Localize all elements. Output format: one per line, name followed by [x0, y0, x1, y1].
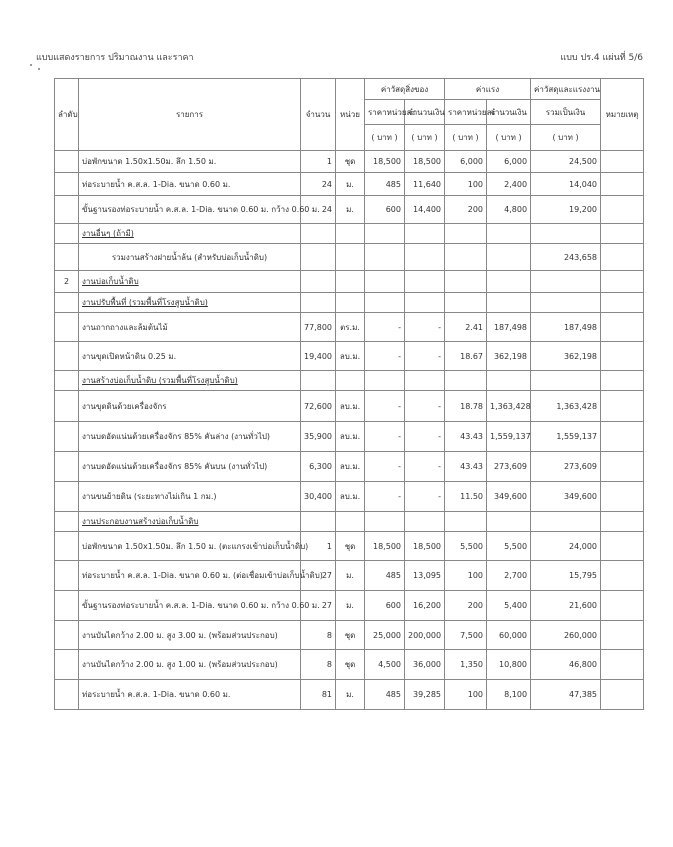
cell-mp: - — [365, 422, 405, 452]
table-row — [55, 293, 644, 313]
cell-mp — [365, 371, 405, 391]
cell-remark — [601, 650, 644, 680]
col-material-amount: จำนวนเงิน — [405, 100, 445, 125]
cell-remark — [601, 422, 644, 452]
cell-ma: 200,000 — [405, 621, 445, 650]
bill-of-quantities-table — [54, 78, 644, 710]
cell-no — [55, 532, 79, 561]
table-row — [55, 452, 644, 482]
cell-qty: 8 — [301, 621, 336, 650]
cell-remark — [601, 452, 644, 482]
cell-item: ท่อระบายน้ำ ค.ส.ล. 1-Dia. ขนาด 0.60 ม. (ต่อเชื่อมเข้าบ่อเก็บน้ำดิบ) — [79, 561, 301, 591]
table-row — [55, 591, 644, 621]
cell-item: งานบันไดกว้าง 2.00 ม. สูง 3.00 ม. (พร้อมส่วนประกอบ) — [79, 621, 301, 650]
cell-total — [531, 271, 601, 293]
table-row — [55, 621, 644, 650]
cell-item: งานประกอบงานสร้างบ่อเก็บน้ำดิบ — [79, 512, 301, 532]
cell-item: งานบ่อเก็บน้ำดิบ — [79, 271, 301, 293]
cell-la: 1,559,137 — [487, 422, 531, 452]
cell-la: 10,800 — [487, 650, 531, 680]
cell-mp: 600 — [365, 196, 405, 224]
cell-no — [55, 591, 79, 621]
cell-item: รวมงานสร้างฝายน้ำล้น (สำหรับบ่อเก็บน้ำดิบ) — [79, 244, 301, 271]
cell-lp: 6,000 — [445, 151, 487, 173]
cell-lp: 11.50 — [445, 482, 487, 512]
cell-item: งานขุดดินด้วยเครื่องจักร — [79, 391, 301, 422]
cell-ma: 11,640 — [405, 173, 445, 196]
form-sheet-number: แบบ ปร.4 แผ่นที่ 5/6 — [560, 53, 643, 63]
cell-lp: 100 — [445, 173, 487, 196]
cell-total: 24,000 — [531, 532, 601, 561]
cell-ma: 13,095 — [405, 561, 445, 591]
cell-unit: ลบ.ม. — [336, 391, 365, 422]
cell-mp: - — [365, 391, 405, 422]
cell-total: 19,200 — [531, 196, 601, 224]
cell-total: 14,040 — [531, 173, 601, 196]
cell-no — [55, 561, 79, 591]
cell-unit: ตร.ม. — [336, 313, 365, 342]
cell-ma: - — [405, 313, 445, 342]
table-row — [55, 482, 644, 512]
col-total-group: ค่าวัสดุและแรงงาน — [531, 79, 601, 100]
cell-la — [487, 293, 531, 313]
cell-mp: 25,000 — [365, 621, 405, 650]
col-currency: ( บาท ) — [365, 125, 405, 151]
cell-total: 243,658 — [531, 244, 601, 271]
cell-ma — [405, 271, 445, 293]
cell-mp — [365, 244, 405, 271]
cell-total: 349,600 — [531, 482, 601, 512]
table-row — [55, 151, 644, 173]
cell-unit — [336, 271, 365, 293]
cell-remark — [601, 680, 644, 710]
cell-qty: 27 — [301, 561, 336, 591]
col-qty: จำนวน — [301, 79, 336, 151]
cell-qty — [301, 244, 336, 271]
cell-ma — [405, 371, 445, 391]
cell-mp: - — [365, 313, 405, 342]
table-row — [55, 371, 644, 391]
cell-total — [531, 224, 601, 244]
cell-no — [55, 422, 79, 452]
cell-item: ท่อระบายน้ำ ค.ส.ล. 1-Dia. ขนาด 0.60 ม. — [79, 173, 301, 196]
cell-no — [55, 391, 79, 422]
cell-ma — [405, 244, 445, 271]
cell-unit: ลบ.ม. — [336, 452, 365, 482]
cell-remark — [601, 482, 644, 512]
cell-unit — [336, 512, 365, 532]
cell-mp: 485 — [365, 561, 405, 591]
cell-no — [55, 173, 79, 196]
cell-unit — [336, 244, 365, 271]
cell-item: งานขนย้ายดิน (ระยะทางไม่เกิน 1 กม.) — [79, 482, 301, 512]
cell-mp: - — [365, 452, 405, 482]
cell-unit — [336, 371, 365, 391]
cell-ma: - — [405, 452, 445, 482]
cell-item: งานขุดเปิดหน้าดิน 0.25 ม. — [79, 342, 301, 371]
cell-la: 5,400 — [487, 591, 531, 621]
cell-remark — [601, 371, 644, 391]
cell-mp: - — [365, 482, 405, 512]
col-currency: ( บาท ) — [487, 125, 531, 151]
cell-remark — [601, 391, 644, 422]
scan-speck — [38, 68, 40, 70]
cell-mp: 485 — [365, 680, 405, 710]
cell-lp: 43.43 — [445, 422, 487, 452]
cell-total — [531, 371, 601, 391]
cell-item: งานบดอัดแน่นด้วยเครื่องจักร 85% คันบน (งานทั่วไป) — [79, 452, 301, 482]
cell-la: 6,000 — [487, 151, 531, 173]
table-row — [55, 196, 644, 224]
cell-la: 8,100 — [487, 680, 531, 710]
cell-unit: ชุด — [336, 621, 365, 650]
cell-total: 187,498 — [531, 313, 601, 342]
cell-unit: ม. — [336, 173, 365, 196]
cell-ma: 39,285 — [405, 680, 445, 710]
cell-unit: ม. — [336, 591, 365, 621]
cell-lp — [445, 224, 487, 244]
cell-la: 5,500 — [487, 532, 531, 561]
table-row — [55, 173, 644, 196]
col-material-unit-price: ราคาหน่วยละ — [365, 100, 405, 125]
cell-remark — [601, 271, 644, 293]
cell-unit — [336, 293, 365, 313]
cell-qty: 6,300 — [301, 452, 336, 482]
cell-total: 15,795 — [531, 561, 601, 591]
table-row — [55, 650, 644, 680]
cell-remark — [601, 532, 644, 561]
cell-qty: 24 — [301, 196, 336, 224]
cell-no — [55, 224, 79, 244]
cell-no — [55, 244, 79, 271]
cell-remark — [601, 244, 644, 271]
cell-ma — [405, 512, 445, 532]
col-labor-group: ค่าแรง — [445, 79, 531, 100]
cell-qty: 24 — [301, 173, 336, 196]
col-total: รวมเป็นเงิน — [531, 100, 601, 125]
cell-item: งานอื่นๆ (ถ้ามี) — [79, 224, 301, 244]
cell-lp: 5,500 — [445, 532, 487, 561]
col-unit: หน่วย — [336, 79, 365, 151]
col-labor-unit-price: ราคาหน่วยละ — [445, 100, 487, 125]
cell-qty: 1 — [301, 151, 336, 173]
col-item: รายการ — [79, 79, 301, 151]
cell-total: 24,500 — [531, 151, 601, 173]
cell-la — [487, 271, 531, 293]
cell-total: 362,198 — [531, 342, 601, 371]
cell-mp: 18,500 — [365, 532, 405, 561]
cell-total — [531, 293, 601, 313]
table-row — [55, 224, 644, 244]
cell-no — [55, 482, 79, 512]
cell-no — [55, 371, 79, 391]
cell-mp: 18,500 — [365, 151, 405, 173]
cell-mp — [365, 224, 405, 244]
cell-mp: 4,500 — [365, 650, 405, 680]
cell-remark — [601, 342, 644, 371]
cell-no — [55, 621, 79, 650]
cell-lp: 7,500 — [445, 621, 487, 650]
cell-item: ขั้นฐานรองท่อระบายน้ำ ค.ส.ล. 1-Dia. ขนาด 0.60 ม. กว้าง 0.60 ม. — [79, 196, 301, 224]
cell-item: งานถากถางและล้มต้นไม้ — [79, 313, 301, 342]
table-row — [55, 561, 644, 591]
cell-remark — [601, 561, 644, 591]
cell-lp — [445, 271, 487, 293]
cell-qty — [301, 224, 336, 244]
cell-la — [487, 512, 531, 532]
table-row — [55, 342, 644, 371]
cell-ma: 18,500 — [405, 532, 445, 561]
cell-remark — [601, 293, 644, 313]
cell-unit: ม. — [336, 680, 365, 710]
cell-mp: 600 — [365, 591, 405, 621]
document-title: แบบแสดงรายการ ปริมาณงาน และราคา — [36, 53, 194, 63]
cell-lp: 18.78 — [445, 391, 487, 422]
cell-lp: 100 — [445, 561, 487, 591]
cell-mp — [365, 293, 405, 313]
cell-qty: 1 — [301, 532, 336, 561]
cell-qty: 72,600 — [301, 391, 336, 422]
cell-lp: 200 — [445, 591, 487, 621]
cell-la — [487, 371, 531, 391]
cell-lp — [445, 371, 487, 391]
cell-qty: 30,400 — [301, 482, 336, 512]
cell-qty: 35,900 — [301, 422, 336, 452]
cell-remark — [601, 151, 644, 173]
cell-remark — [601, 173, 644, 196]
cell-unit: ม. — [336, 561, 365, 591]
col-no: ลำดับ — [55, 79, 79, 151]
cell-ma — [405, 224, 445, 244]
cell-qty: 19,400 — [301, 342, 336, 371]
cell-qty — [301, 293, 336, 313]
cell-unit: ลบ.ม. — [336, 482, 365, 512]
cell-qty — [301, 271, 336, 293]
cell-item: งานสร้างบ่อเก็บน้ำดิบ (รวมพื้นที่โรงสูบน้ำดิบ) — [79, 371, 301, 391]
cell-item: ท่อระบายน้ำ ค.ส.ล. 1-Dia. ขนาด 0.60 ม. — [79, 680, 301, 710]
cell-lp: 2.41 — [445, 313, 487, 342]
table-row — [55, 532, 644, 561]
col-currency: ( บาท ) — [531, 125, 601, 151]
cell-no — [55, 293, 79, 313]
cell-mp: - — [365, 342, 405, 371]
cell-no — [55, 196, 79, 224]
col-currency: ( บาท ) — [445, 125, 487, 151]
cell-unit — [336, 224, 365, 244]
cell-item: งานบันไดกว้าง 2.00 ม. สูง 1.00 ม. (พร้อมส่วนประกอบ) — [79, 650, 301, 680]
cell-total: 46,800 — [531, 650, 601, 680]
table-row — [55, 271, 644, 293]
cell-lp: 18.67 — [445, 342, 487, 371]
cell-la: 273,609 — [487, 452, 531, 482]
cell-remark — [601, 196, 644, 224]
cell-no — [55, 650, 79, 680]
cell-ma: - — [405, 422, 445, 452]
cell-unit: ลบ.ม. — [336, 342, 365, 371]
col-currency: ( บาท ) — [405, 125, 445, 151]
cell-lp: 43.43 — [445, 452, 487, 482]
cell-remark — [601, 621, 644, 650]
scan-speck — [30, 64, 32, 66]
cell-la: 60,000 — [487, 621, 531, 650]
cell-lp — [445, 293, 487, 313]
cell-la: 349,600 — [487, 482, 531, 512]
cell-lp — [445, 512, 487, 532]
cell-ma: 16,200 — [405, 591, 445, 621]
cell-remark — [601, 313, 644, 342]
cell-mp — [365, 271, 405, 293]
table-row — [55, 244, 644, 271]
cell-total: 47,385 — [531, 680, 601, 710]
cell-total — [531, 512, 601, 532]
cell-no — [55, 151, 79, 173]
cell-total: 1,559,137 — [531, 422, 601, 452]
col-remark: หมายเหตุ — [601, 79, 644, 151]
cell-item: งานปรับพื้นที่ (รวมพื้นที่โรงสูบน้ำดิบ) — [79, 293, 301, 313]
cell-la: 1,363,428 — [487, 391, 531, 422]
cell-no — [55, 512, 79, 532]
cell-total: 1,363,428 — [531, 391, 601, 422]
cell-no — [55, 342, 79, 371]
cell-no: 2 — [55, 271, 79, 293]
table-row — [55, 313, 644, 342]
cell-total: 21,600 — [531, 591, 601, 621]
cell-unit: ชุด — [336, 650, 365, 680]
cell-item: ขั้นฐานรองท่อระบายน้ำ ค.ส.ล. 1-Dia. ขนาด 0.60 ม. กว้าง 0.60 ม. — [79, 591, 301, 621]
cell-qty — [301, 371, 336, 391]
cell-la: 187,498 — [487, 313, 531, 342]
cell-unit: ชุด — [336, 151, 365, 173]
cell-unit: ลบ.ม. — [336, 422, 365, 452]
cell-qty: 8 — [301, 650, 336, 680]
cell-la — [487, 244, 531, 271]
cell-no — [55, 452, 79, 482]
cell-qty: 81 — [301, 680, 336, 710]
cell-total: 260,000 — [531, 621, 601, 650]
cell-unit: ชุด — [336, 532, 365, 561]
cell-mp — [365, 512, 405, 532]
cell-unit: ม. — [336, 196, 365, 224]
cell-lp: 200 — [445, 196, 487, 224]
cell-total: 273,609 — [531, 452, 601, 482]
cell-ma: 36,000 — [405, 650, 445, 680]
table-row — [55, 391, 644, 422]
cell-lp — [445, 244, 487, 271]
cell-qty — [301, 512, 336, 532]
cell-no — [55, 680, 79, 710]
cell-la: 2,700 — [487, 561, 531, 591]
cell-ma: - — [405, 482, 445, 512]
cell-ma: - — [405, 391, 445, 422]
cell-ma: 18,500 — [405, 151, 445, 173]
cell-no — [55, 313, 79, 342]
col-material-group: ค่าวัสดุสิ่งของ — [365, 79, 445, 100]
cell-remark — [601, 591, 644, 621]
cell-la: 362,198 — [487, 342, 531, 371]
table-body — [55, 151, 644, 710]
cell-ma: 14,400 — [405, 196, 445, 224]
cell-la: 4,800 — [487, 196, 531, 224]
cell-item: บ่อพักขนาด 1.50x1.50ม. ลึก 1.50 ม. — [79, 151, 301, 173]
cell-mp: 485 — [365, 173, 405, 196]
cell-lp: 100 — [445, 680, 487, 710]
cell-item: บ่อพักขนาด 1.50x1.50ม. ลึก 1.50 ม. (ตะแกรงเข้าบ่อเก็บน้ำดิบ) — [79, 532, 301, 561]
cell-remark — [601, 512, 644, 532]
cell-la: 2,400 — [487, 173, 531, 196]
cell-item: งานบดอัดแน่นด้วยเครื่องจักร 85% คันล่าง (งานทั่วไป) — [79, 422, 301, 452]
cell-qty: 27 — [301, 591, 336, 621]
cell-remark — [601, 224, 644, 244]
cell-la — [487, 224, 531, 244]
cell-ma — [405, 293, 445, 313]
table-row — [55, 512, 644, 532]
col-labor-amount: จำนวนเงิน — [487, 100, 531, 125]
cell-qty: 77,800 — [301, 313, 336, 342]
cell-lp: 1,350 — [445, 650, 487, 680]
cell-ma: - — [405, 342, 445, 371]
table-row — [55, 680, 644, 710]
table-row — [55, 422, 644, 452]
